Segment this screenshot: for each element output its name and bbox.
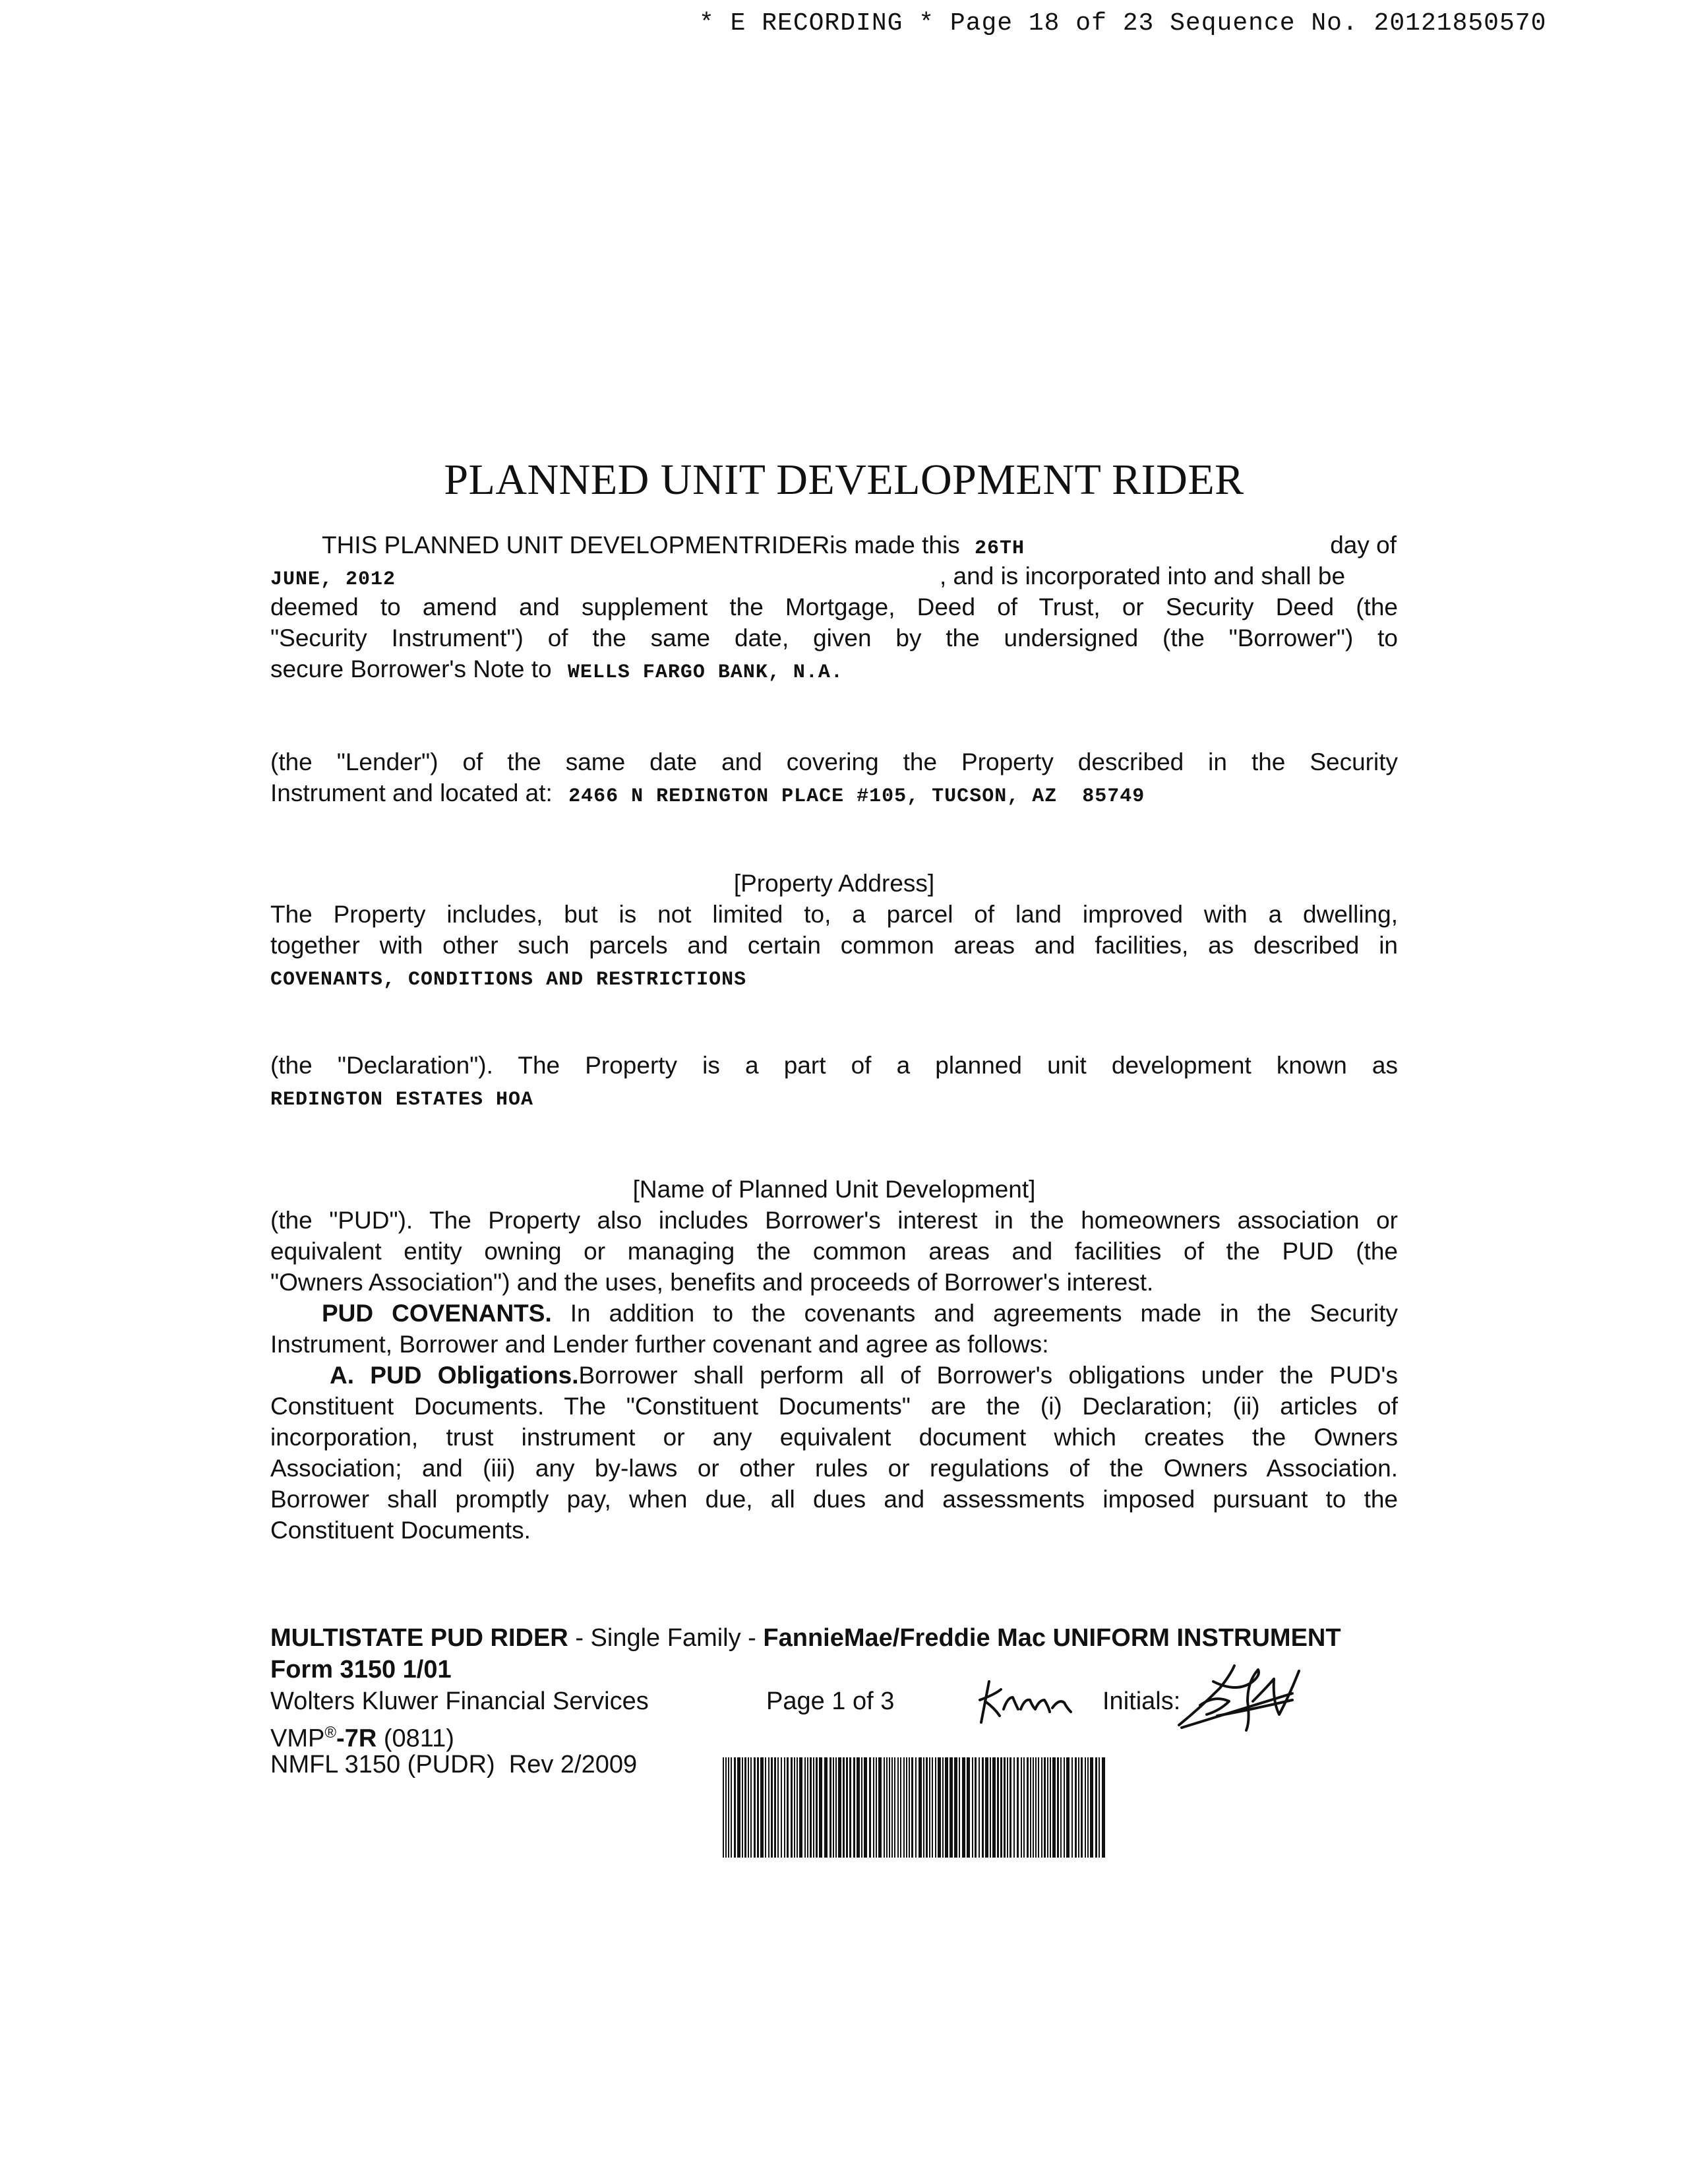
barcode-bar [804, 1757, 806, 1858]
barcode-bar [760, 1757, 764, 1858]
barcode-bar [915, 1757, 917, 1858]
barcode-bar [979, 1757, 980, 1858]
barcode-bar [1033, 1757, 1034, 1858]
barcode-bar [771, 1757, 773, 1858]
property-line-2: together with other such parcels and certain common areas and facilities, as described in [270, 932, 1398, 959]
barcode-bar [900, 1757, 901, 1858]
barcode-bar [791, 1757, 793, 1858]
handwritten-initials-krm [975, 1675, 1087, 1728]
barcode-bar [777, 1757, 779, 1858]
barcode-bar [849, 1757, 851, 1858]
intro-lead: THIS PLANNED UNIT DEVELOPMENTRIDERis made this [322, 531, 960, 559]
barcode-bar [774, 1757, 776, 1858]
barcode-bar [838, 1757, 841, 1858]
footer-initials-label: Initials: [1102, 1687, 1181, 1715]
declaration-name: COVENANTS, CONDITIONS AND RESTRICTIONS [270, 969, 747, 991]
barcode-bar [935, 1757, 936, 1858]
barcode-bar [909, 1757, 910, 1858]
barcode-bar [1044, 1757, 1046, 1858]
barcode-bar [757, 1757, 759, 1858]
month-year-value: JUNE, 2012 [270, 568, 396, 591]
intro-line-2 [270, 561, 1391, 595]
barcode-bar [985, 1757, 988, 1858]
footer-page: Page 1 of 3 [766, 1687, 895, 1715]
footer-form: Form 3150 1/01 [270, 1656, 452, 1684]
barcode-bar [945, 1757, 948, 1858]
barcode-bar [876, 1757, 877, 1858]
property-line-1: The Property includes, but is not limited to, a parcel of land improved with a dwelling, [270, 901, 1398, 928]
barcode-bar [1052, 1757, 1056, 1858]
barcode-bar [742, 1757, 743, 1858]
barcode-bar [982, 1757, 984, 1858]
barcode-bar [829, 1757, 831, 1858]
barcode-bar [886, 1757, 888, 1858]
barcode-bar [891, 1757, 893, 1858]
barcode-bar [1057, 1757, 1059, 1858]
barcode-bar [824, 1757, 828, 1858]
barcode-bar [810, 1757, 812, 1858]
barcode-bar [768, 1757, 769, 1858]
lender-line-2-lead: Instrument and located at: [270, 779, 553, 806]
footer-fannie: FannieMae/Freddie Mac UNIFORM INSTRUMENT [763, 1624, 1341, 1652]
section-a-line-1-rest: Borrower shall perform all of Borrower's obligations under the PUD's [578, 1362, 1398, 1389]
day-value: 26TH [974, 537, 1025, 560]
section-a-line-3: incorporation, trust instrument or any equivalent document which creates the Owners [270, 1424, 1398, 1451]
barcode-bar [725, 1757, 727, 1858]
pud-name: REDINGTON ESTATES HOA [270, 1089, 534, 1111]
barcode-bar [997, 1757, 999, 1858]
barcode-bar [975, 1757, 977, 1858]
barcode-bar [967, 1757, 970, 1858]
barcode-bar [1038, 1757, 1039, 1858]
barcode-bar [728, 1757, 729, 1858]
barcode-bar [816, 1757, 818, 1858]
vmp-code: -7R [336, 1724, 377, 1753]
barcode-bar [1021, 1757, 1022, 1858]
barcode-bar [889, 1757, 890, 1858]
barcode-bar [781, 1757, 782, 1858]
barcode-bar [744, 1757, 746, 1858]
barcode-bar [1030, 1757, 1031, 1858]
signature-icon [1174, 1662, 1306, 1734]
barcode-bar [1023, 1757, 1025, 1858]
barcode-bar [897, 1757, 899, 1858]
section-a-line-2: Constituent Documents. The "Constituent Documents" are the (i) Declaration; (ii) articles of [270, 1393, 1398, 1420]
property-address-value: 2466 N REDINGTON PLACE #105, TUCSON, AZ 85749 [568, 785, 1145, 808]
barcode-bar [787, 1757, 789, 1858]
barcode-bar [731, 1757, 732, 1858]
barcode-bar [1041, 1757, 1042, 1858]
footer-publisher: Wolters Kluwer Financial Services [270, 1687, 649, 1715]
barcode-bar [835, 1757, 837, 1858]
barcode-bar [942, 1757, 944, 1858]
barcode-bar [737, 1757, 740, 1858]
barcode-bar [1066, 1757, 1070, 1858]
barcode-bar [794, 1757, 795, 1858]
barcode-bar [1047, 1757, 1048, 1858]
covenants-line-1-rest: In addition to the covenants and agreements made in the Security [570, 1300, 1399, 1327]
barcode-bar [1010, 1757, 1011, 1858]
barcode-bar [748, 1757, 749, 1858]
covenants-heading: PUD COVENANTS. [322, 1300, 552, 1327]
barcode-bar [894, 1757, 895, 1858]
vmp-prefix: VMP [270, 1724, 325, 1753]
pud-line-1: (the "PUD"). The Property also includes Borrower's interest in the homeowners association or [270, 1207, 1398, 1234]
barcode-bar [990, 1757, 991, 1858]
intro-line-4: "Security Instrument") of the same date, given by the undersigned (the "Borrower") to [270, 624, 1398, 652]
covenants-line-2: Instrument, Borrower and Lender further covenant and agree as follows: [270, 1331, 1049, 1358]
barcode-bar [878, 1757, 882, 1858]
barcode-bar [1013, 1757, 1015, 1858]
barcode-bar [962, 1757, 965, 1858]
barcode-bar [1095, 1757, 1097, 1858]
footer-line-1 [270, 1622, 1404, 1654]
footer-multistate: MULTISTATE PUD RIDER [270, 1624, 568, 1652]
barcode-bar [1085, 1757, 1086, 1858]
barcode-bar [1090, 1757, 1093, 1858]
pud-line-2: equivalent entity owning or managing the common areas and facilities of the PUD (the [270, 1238, 1398, 1265]
barcode-bar [911, 1757, 913, 1858]
barcode-bar [799, 1757, 802, 1858]
barcode-bar [923, 1757, 924, 1858]
barcode-bar [873, 1757, 874, 1858]
barcode-bar [919, 1757, 922, 1858]
intro-line-2-rest: , and is incorporated into and shall be [940, 562, 1346, 590]
barcode-bar [857, 1757, 860, 1858]
barcode-bar [1007, 1757, 1008, 1858]
vmp-reg: ® [324, 1724, 337, 1742]
barcode-bar [950, 1757, 953, 1858]
barcode-bar [972, 1757, 973, 1858]
section-a-line-6: Constituent Documents. [270, 1517, 531, 1544]
barcode-bar [959, 1757, 960, 1858]
barcode-bar [1027, 1757, 1029, 1858]
barcode-icon [723, 1757, 1105, 1858]
section-a-line-5: Borrower shall promptly pay, when due, all dues and assessments imposed pursuant to the [270, 1486, 1398, 1513]
property-address-caption: [Property Address] [733, 870, 935, 897]
document-title: PLANNED UNIT DEVELOPMENT RIDER [444, 456, 1244, 504]
barcode-bar [723, 1757, 724, 1858]
pud-name-caption: [Name of Planned Unit Development] [632, 1176, 1036, 1203]
barcode-bar [734, 1757, 736, 1858]
barcode-bar [926, 1757, 928, 1858]
barcode-bar [1004, 1757, 1006, 1858]
vmp-rev: (0811) [383, 1724, 454, 1753]
section-a-line-1 [330, 1360, 1398, 1391]
barcode-bar [1102, 1757, 1105, 1858]
barcode-bar [1075, 1757, 1077, 1858]
barcode-bar [861, 1757, 862, 1858]
intro-line-3: deemed to amend and supplement the Mortgage, Deed of Trust, or Security Deed (the [270, 593, 1398, 621]
barcode-bar [1078, 1757, 1079, 1858]
lender-name: WELLS FARGO BANK, N.A. [567, 661, 843, 684]
barcode-bar [938, 1757, 941, 1858]
covenants-line-1 [322, 1298, 1398, 1329]
barcode-bar [903, 1757, 905, 1858]
barcode-bar [754, 1757, 756, 1858]
barcode-bar [1035, 1757, 1037, 1858]
declaration-line-1: (the "Declaration"). The Property is a part of a planned unit development known as [270, 1052, 1398, 1079]
barcode-bar [929, 1757, 930, 1858]
barcode-bar [807, 1757, 808, 1858]
barcode-bar [784, 1757, 785, 1858]
barcode-bar [932, 1757, 933, 1858]
barcode-bar [853, 1757, 855, 1858]
barcode-bar [833, 1757, 834, 1858]
barcode-bar [1099, 1757, 1100, 1858]
barcode-bar [864, 1757, 867, 1858]
barcode-bar [1017, 1757, 1019, 1858]
section-a-heading: A. PUD Obligations. [330, 1362, 579, 1389]
lender-line-2 [270, 777, 1398, 812]
barcode-bar [1087, 1757, 1089, 1858]
barcode-bar [906, 1757, 907, 1858]
barcode-bar [1050, 1757, 1051, 1858]
footer-nmfl: NMFL 3150 (PUDR) Rev 2/2009 [270, 1751, 638, 1778]
recording-header: * E RECORDING * Page 18 of 23 Sequence No. 20121850570 [699, 9, 1547, 38]
day-of-label: day of [1330, 531, 1397, 559]
barcode-bar [869, 1757, 871, 1858]
barcode-bar [813, 1757, 814, 1858]
lender-line-1: (the "Lender") of the same date and covering the Property described in the Security [270, 748, 1398, 775]
barcode-bar [1071, 1757, 1073, 1858]
intro-line-5 [270, 653, 1398, 688]
barcode-bar [846, 1757, 848, 1858]
barcode-bar [765, 1757, 766, 1858]
barcode-bar [992, 1757, 996, 1858]
barcode-bar [797, 1757, 798, 1858]
property-line-3 [270, 961, 1398, 996]
barcode-bar [884, 1757, 885, 1858]
barcode-bar [843, 1757, 845, 1858]
intro-line-5-lead: secure Borrower's Note to [270, 655, 552, 682]
declaration-line-2 [270, 1081, 1398, 1116]
intro-line-1 [322, 530, 1397, 564]
footer-single-family: - Single Family - [575, 1624, 756, 1652]
barcode-bar [954, 1757, 957, 1858]
barcode-bar [1060, 1757, 1062, 1858]
section-a-line-4: Association; and (iii) any by-laws or other rules or regulations of the Owners Association. [270, 1455, 1398, 1482]
barcode-bar [1081, 1757, 1083, 1858]
barcode-bar [750, 1757, 752, 1858]
barcode-bar [819, 1757, 822, 1858]
barcode-bar [1064, 1757, 1065, 1858]
barcode-bar [1000, 1757, 1002, 1858]
pud-line-3: "Owners Association") and the uses, benefits and proceeds of Borrower's interest. [270, 1269, 1154, 1296]
